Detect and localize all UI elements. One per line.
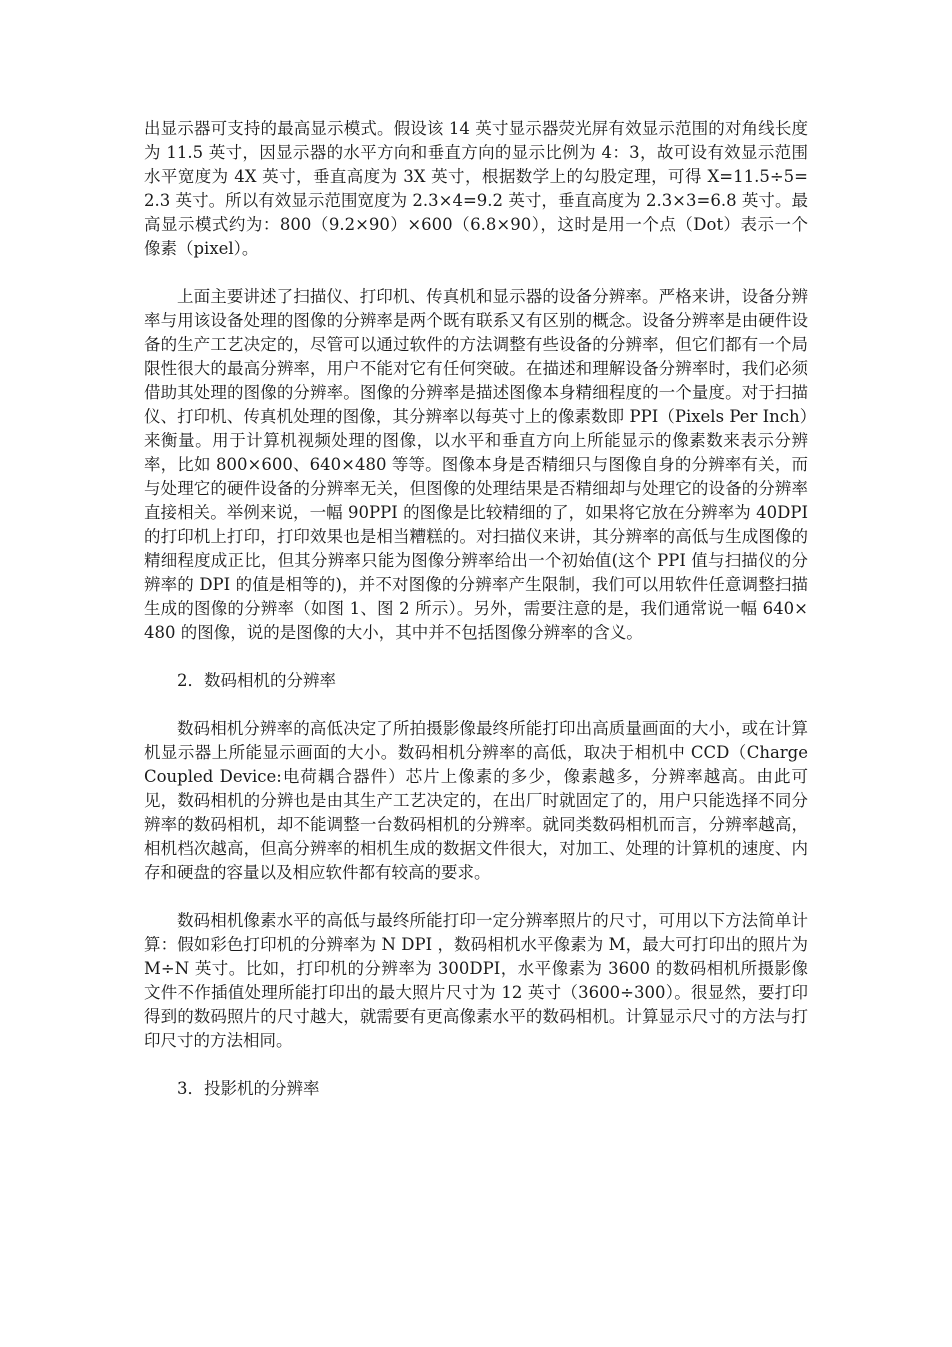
section-heading-camera-resolution: 2．数码相机的分辨率 [177, 671, 336, 690]
paragraph-print-size: 数码相机像素水平的高低与最终所能打印一定分辨率照片的尺寸，可用以下方法简单计算：假如彩色打印机的分辨率为 N DPI ，数码相机水平像素为 M，最大可打印出的照片为 M÷N 英寸。比如，打印机的分辨率为 300DPI，水平像素为 3600 的数码相机所摄影像文件不作插值处理所能打印出的最大照片尺寸为 12 英寸（3600÷300）。很显然，要打印得到的数码照片的尺寸越大，就需要有更高像素水平的数码相机。计算显示尺寸的方法与打印尺寸的方法相同。 [144, 911, 808, 1050]
paragraph-camera-resolution: 数码相机分辨率的高低决定了所拍摄影像最终所能打印出高质量画面的大小，或在计算机显示器上所能显示画面的大小。数码相机分辨率的高低，取决于相机中 CCD（Charge Coupled Device:电荷耦合器件）芯片上像素的多少，像素越多，分辨率越高。由此可见，数码相机的分辨也是由其生产工艺决定的，在出厂时就固定了的，用户只能选择不同分辨率的数码相机，却不能调整一台数码相机的分辨率。就同类数码相机而言，分辨率越高，相机档次越高，但高分辨率的相机生成的数据文件很大，对加工、处理的计算机的速度、内存和硬盘的容量以及相应软件都有较高的要求。 [144, 719, 808, 882]
paragraph-display-mode: 出显示器可支持的最高显示模式。假设该 14 英寸显示器荧光屏有效显示范围的对角线长度为 11.5 英寸，因显示器的水平方向和垂直方向的显示比例为 4：3，故可设有效显示范围水平宽度为 4X 英寸，垂直高度为 3X 英寸，根据数学上的勾股定理，可得 X=11.5÷5=2.3 英寸。所以有效显示范围宽度为 2.3×4=9.2 英寸，垂直高度为 2.3×3=6.8 英寸。最高显示模式约为：800（9.2×90）×600（6.8×90），这时是用一个点（Dot）表示一个像素（pixel）。 [144, 119, 808, 258]
section-heading-projector-resolution: 3．投影机的分辨率 [177, 1079, 320, 1098]
document-body [144, 117, 808, 1125]
paragraph-device-resolution: 上面主要讲述了扫描仪、打印机、传真机和显示器的设备分辨率。严格来讲，设备分辨率与用该设备处理的图像的分辨率是两个既有联系又有区别的概念。设备分辨率是由硬件设备的生产工艺决定的，尽管可以通过软件的方法调整有些设备的分辨率，但它们都有一个局限性很大的最高分辨率，用户不能对它有任何突破。在描述和理解设备分辨率时，我们必须借助其处理的图像的分辨率。图像的分辨率是描述图像本身精细程度的一个量度。对于扫描仪、打印机、传真机处理的图像，其分辨率以每英寸上的像素数即 PPI（Pixels Per Inch）来衡量。用于计算机视频处理的图像，以水平和垂直方向上所能显示的像素数来表示分辨率，比如 800×600、640×480 等等。图像本身是否精细只与图像自身的分辨率有关，而与处理它的硬件设备的分辨率无关，但图像的处理结果是否精细却与处理它的设备的分辨率直接相关。举例来说，一幅 90PPI 的图像是比较精细的了，如果将它放在分辨率为 40DPI 的打印机上打印，打印效果也是相当糟糕的。对扫描仪来讲，其分辨率的高低与生成图像的精细程度成正比，但其分辨率只能为图像分辨率给出一个初始值(这个 PPI 值与扫描仪的分辨率的 DPI 的值是相等的)，并不对图像的分辨率产生限制，我们可以用软件任意调整扫描生成的图像的分辨率（如图 1、图 2 所示）。另外，需要注意的是，我们通常说一幅 640×480 的图像，说的是图像的大小，其中并不包括图像分辨率的含义。 [144, 287, 808, 642]
